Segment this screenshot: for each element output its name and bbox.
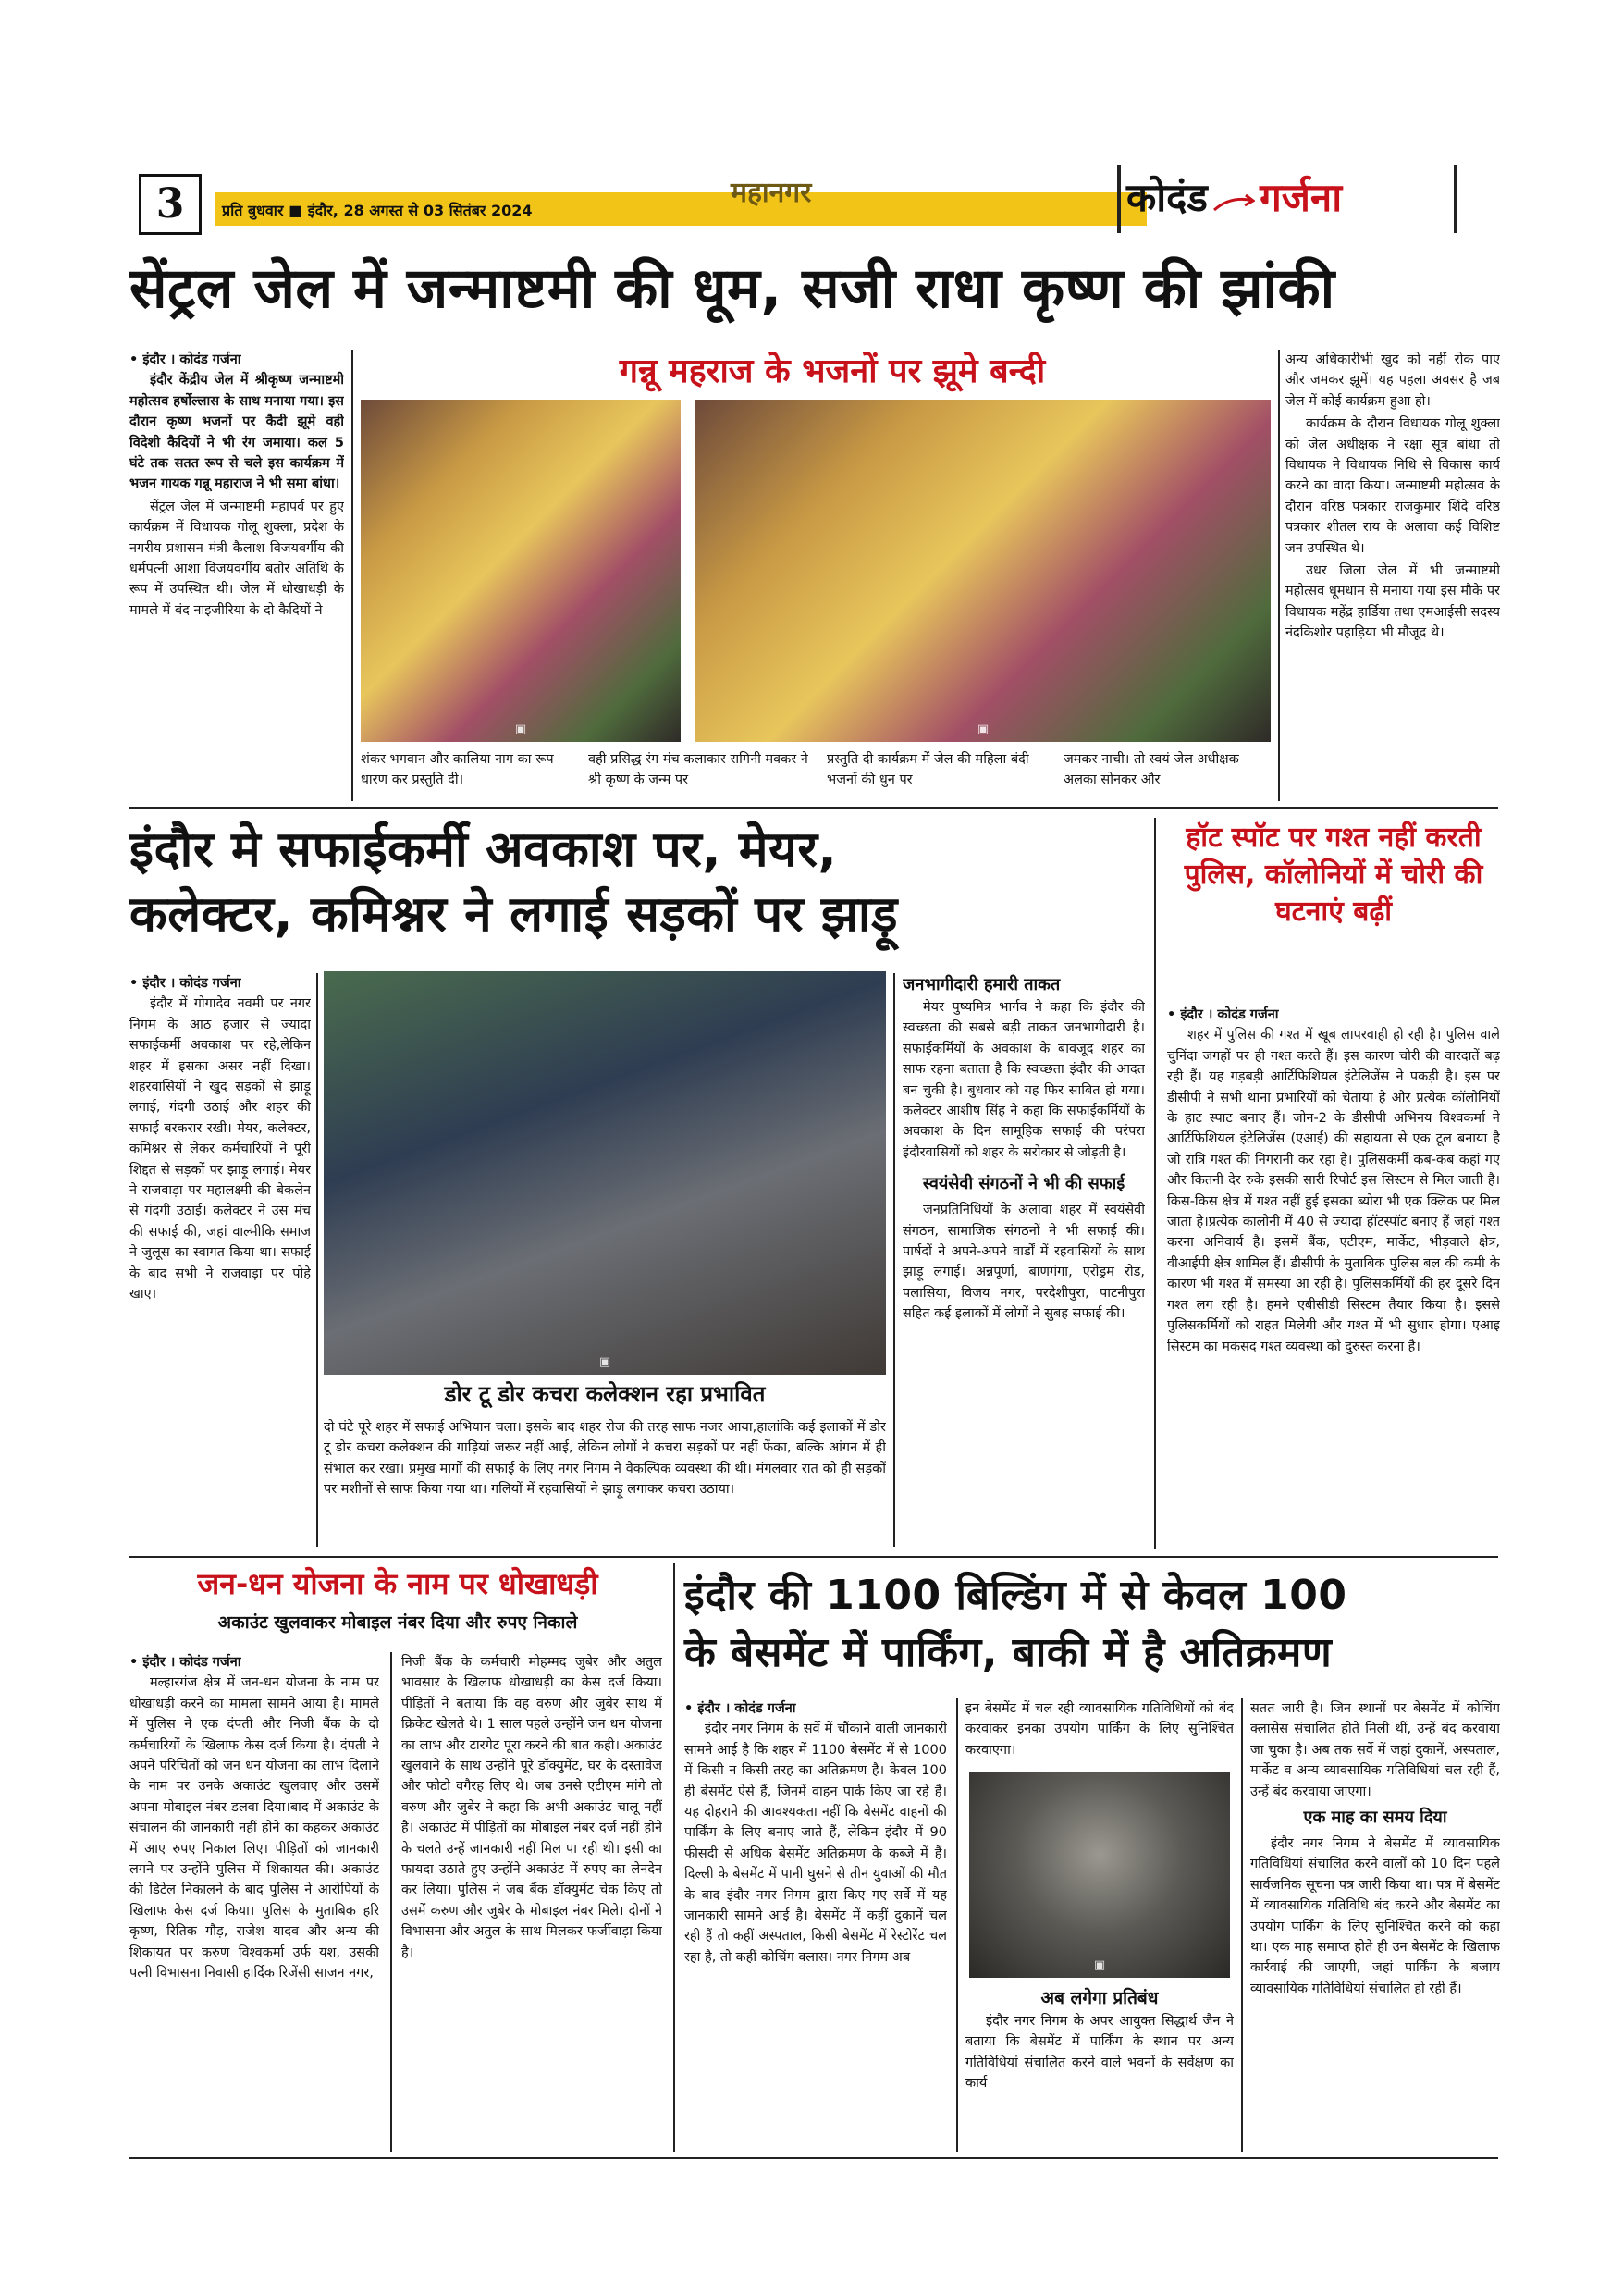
- story1-strip1: शंकर भगवान और कालिया नाग का रूप धारण कर प्रस्तुति दी।: [361, 752, 554, 788]
- dateline: प्रति बुधवार ■ इंदौर, 28 अगस्त से 03 सितंबर 2024: [222, 202, 533, 219]
- story4-col2: [401, 1652, 662, 2152]
- story3-headline: हॉट स्पॉट पर गश्त नहीं करती पुलिस, कॉलोनियों में चोरी की घटनाएं बढ़ीं: [1184, 821, 1483, 928]
- story5-col2-top: इन बेसमेंट में चल रही व्यावसायिक गतिविधियों को बंद करवाकर इनका उपयोग पार्किंग के लिए सुनिश्चित करवाएगा।: [965, 1701, 1234, 1758]
- story5-photo-caption: अब लगेगा प्रतिबंध: [1040, 1988, 1159, 2008]
- story2-col3-p1: मेयर पुष्यमित्र भार्गव ने कहा कि इंदौर की स्वच्छता की सबसे बड़ी ताकत जनभागीदारी है। सफाईकर्मियों के अवकाश के बावजूद शहर का साफ रहना बताता है कि स्वच्छता इंदौर की आदत बन चुकी है। बुधवार को यह फिर साबित हो गया। कलेक्टर आशीष सिंह ने कहा कि सफाईकर्मियों के अवकाश के दिन सामूहिक सफाई की परंपरा इंदौरवासियों को शहर के सरोकार से जोड़ती है।: [903, 1000, 1145, 1160]
- story1-photo-left: [361, 400, 681, 742]
- brand-divider-left: [1117, 165, 1121, 233]
- page-number: 3: [155, 180, 185, 228]
- page-bottom-rule: [129, 2157, 1498, 2159]
- story3-body: शहर में पुलिस की गश्त में खूब लापरवाही हो रही है। पुलिस वाले चुनिंदा जगहों पर ही गश्त करते हैं। इस कारण चोरी की वारदातें बढ़ रही हैं। यह गड़बड़ी आर्टिफिशियल इंटेलिजेंस ने पकड़ी है। इस पर डीसीपी ने सभी थाना प्रभारियों को चेताया है और प्रत्येक कॉलोनियों के हाट स्पाट बनाए हैं। जोन-2 के डीसीपी अभिनय विश्वकर्मा ने आर्टिफिशियल इंटेलिजेंस (एआई) की सहायता से एक टूल बनाया है जो रात्रि गश्त की निगरानी कर रहा है। पुलिसकर्मी कब-कब कहां गए और कितनी देर रुके इसकी सारी रिपोर्ट इस सिस्टम से मिल जाती है। किस-किस क्षेत्र में गश्त नहीं हुई इसका ब्योरा भी एक क्लिक पर मिल जाता है।प्रत्येक कालोनी में 40 से ज्यादा हॉटस्पॉट बनाए हैं जहां गश्त करना अनिवार्य है। इसमें बैंक, एटीएम, मार्केट, भीड़वाले क्षेत्र, वीआईपी क्षेत्र शामिल हैं। डीसीपी के मुताबिक पुलिस बल की कमी के कारण भी गश्त में समस्या आ रही है। पुलिसकर्मियों की हर दूसरे दिन गश्त लग रही है। हमने एबीसीडी सिस्टम तैयार किया है। इससे पुलिसकर्मियों को राहत मिलेगी और गश्त में भी सुधार होगा। एआइ सिस्टम का मकसद गश्त व्यवस्था को दुरुस्त करना है।: [1167, 1028, 1500, 1354]
- arrow-icon: [1212, 191, 1255, 223]
- story1-photo-right: [695, 400, 1271, 742]
- story5-headline-line2: के बेसमेंट में पार्किंग, बाकी में है अतिक्रमण: [684, 1629, 1333, 1676]
- story5-divider: [956, 1698, 958, 2152]
- photo-placeholder-icon: ▣: [977, 722, 990, 736]
- story2-divider: [893, 973, 895, 1547]
- story5-col2-bottom: [965, 2011, 1234, 2152]
- story3-divider: [1154, 818, 1156, 1549]
- story2-col1-text: इंदौर में गोगादेव नवमी पर नगर निगम के आठ हजार से ज्यादा सफाईकर्मी अवकाश पर रहे,लेकिन शहर में इसका असर नहीं दिखा। शहरवासियों ने खुद सड़कों से झाड़ू लगाई, गंदगी उठाई और शहर की सफाई बरकरार रखी। मेयर, कलेक्टर, कमिश्नर से लेकर कर्मचारियों ने पूरी शिद्दत से सड़कों पर झाड़ू लगाई। मेयर ने राजवाड़ा पर महालक्ष्मी की बेकलेन से गंदगी उठाई। कलेक्टर ने उस मंच की सफाई की, जहां वाल्मीकि समाज ने जुलूस का स्वागत किया था। सफाई के बाद सभी ने राजवाड़ा पर पोहे खाए।: [129, 996, 311, 1302]
- story1-right-p2: कार्यक्रम के दौरान विधायक गोलू शुक्ला को जेल अधीक्षक ने रक्षा सूत्र बांधा तो विधायक ने विधायक निधि से विकास कार्य करने का वादा किया। जन्माष्टमी महोत्सव के दौरान वरिष्ठ पत्रकार राजकुमार शिंदे वरिष्ठ पत्रकार शीतल राय के अलावा कई विशिष्ट जन उपस्थित थे।: [1285, 416, 1500, 556]
- story2-sub2: स्वयंसेवी संगठनों ने भी की सफाई: [922, 1174, 1125, 1194]
- story2-headline-line1: इंदौर मे सफाईकर्मी अवकाश पर, मेयर,: [129, 821, 838, 878]
- story2-byline: • इंदौर । कोदंड गर्जना: [129, 976, 241, 991]
- section-name: महानगर: [731, 177, 812, 209]
- story5-headline: [684, 1567, 1498, 1682]
- story2-col3-p2: जनप्रतिनिधियों के अलावा शहर में स्वयंसेवी संगठन, सामाजिक संगठनों ने भी सफाई की। पार्षदों ने अपने-अपने वार्डों में रहवासियों के साथ झाड़ू लगाई। अन्नपूर्णा, बाणगंगा, एरोड्रम रोड, पलासिया, विजय नगर, परदेशीपुरा, पाटनीपुरा सहित कई इलाकों में लोगों ने सुबह सफाई की।: [903, 1203, 1145, 1322]
- story4-byline: • इंदौर । कोदंड गर्जना: [129, 1655, 241, 1670]
- story5-col3: [1250, 1698, 1500, 2152]
- story-separator: [129, 807, 1498, 809]
- story1-right-p1: अन्य अधिकारीभी खुद को नहीं रोक पाए और जमकर झूमें। यह पहला अवसर है जब जेल में कोई कार्यक्रम हुआ हो।: [1285, 352, 1500, 409]
- story4-headline: जन-धन योजना के नाम पर धोखाधड़ी: [197, 1566, 598, 1601]
- story2-headline: [129, 818, 1165, 947]
- story2-headline-line2: कलेक्टर, कमिश्नर ने लगाई सड़कों पर झाड़ू: [129, 886, 899, 943]
- story2-sub1: जनभागीदारी हमारी ताकत: [903, 975, 1061, 994]
- brand-right: गर्जना: [1260, 175, 1343, 220]
- story1-headline: सेंट्रल जेल में जन्माष्टमी की धूम, सजी राधा कृष्ण की झांकी: [129, 256, 1335, 321]
- story-separator: [129, 1556, 1498, 1558]
- story2-below-photo: दो घंटे पूरे शहर में सफाई अभियान चला। इसके बाद शहर रोज की तरह साफ नजर आया,हालांकि कई इलाकों में डोर टू डोर कचरा कलेक्शन की गाड़ियां जरूर नहीं आई, लेकिन लोगों ने कचरा सड़कों पर नहीं फेंका, बल्कि आंगन में ही संभाल कर रखा। प्रमुख मार्गों की सफाई के लिए नगर निगम ने वैकल्पिक व्यवस्था की थी। मंगलवार रात को ही सड़कों पर मशीनों से साफ किया गया था। गलियों में रहवासियों ने झाड़ू लगाकर कचरा उठाया।: [324, 1420, 886, 1498]
- story5-divider: [1241, 1698, 1243, 2152]
- page-number-box: [139, 174, 202, 235]
- story5-col3-p2: इंदौर नगर निगम ने बेसमेंट में व्यावसायिक गतिविधियां संचालित करने वालों को 10 दिन पहले सार्वजनिक सूचना पत्र जारी किया था। पत्र में बेसमेंट में व्यावसायिक गतिविधि बंद करने और बेसमेंट का उपयोग पार्किंग के लिए सुनिश्चित करने को कहा था। एक माह समाप्त होते ही उन बेसमेंट के खिलाफ कार्रवाई की जाएगी, जहां पार्किंग के बजाय व्यावसायिक गतिविधियां संचालित हो रही हैं।: [1250, 1836, 1500, 1996]
- brand-logo: [1126, 172, 1450, 224]
- story1-strip4: जमकर नाची। तो स्वयं जेल अधीक्षक अलका सोनकर और: [1064, 752, 1239, 788]
- story4-subheadline: अकाउंट खुलवाकर मोबाइल नंबर दिया और रुपए निकाले: [217, 1612, 578, 1633]
- story1-strip2: वही प्रसिद्ध रंग मंच कलाकार रागिनी मक्कर ने श्री कृष्ण के जन्म पर: [588, 752, 808, 788]
- story5-col3-p1: सतत जारी है। जिन स्थानों पर बेसमेंट में कोचिंग क्लासेस संचालित होते मिली थीं, उन्हें बंद करवाया जा चुका है। अब तक सर्वे में जहां दुकानें, अस्पताल, मार्केट व अन्य व्यावसायिक गतिविधियां चल रही हैं, उन्हें बंद करवाया जाएगा।: [1250, 1701, 1500, 1799]
- story5-col1-text: इंदौर नगर निगम के सर्वे में चौंकाने वाली जानकारी सामने आई है कि शहर में 1100 बेसमेंट में से 1000 में किसी न किसी तरह का अतिक्रमण है। केवल 100 ही बेसमेंट ऐसे हैं, जिनमें वाहन पार्क किए जा रहे हैं। यह दोहराने की आवश्यकता नहीं कि बेसमेंट वाहनों की पार्किंग के लिए बनाए जाते हैं, लेकिन इंदौर में 90 फीसदी से अधिक बेसमेंट अतिक्रमण के कब्जे में हैं। दिल्ली के बेसमेंट में पानी घुसने से तीन युवाओं की मौत के बाद इंदौर नगर निगम द्वारा किए गए सर्वे में यह जानकारी सामने आई है। बेसमेंट में कहीं दुकानें चल रही हैं तो कहीं अस्पताल, किसी बेसमेंट में रेस्टोरेंट चल रहा है, तो कहीं कोचिंग क्लास। नगर निगम अब: [684, 1722, 947, 1965]
- story2-col3: [903, 973, 1145, 1550]
- story1-byline: • इंदौर । कोदंड गर्जना: [129, 352, 241, 367]
- story3-col: [1167, 1005, 1500, 1550]
- story4-col2-text: निजी बैंक के कर्मचारी मोहम्मद जुबेर और अतुल भावसार के खिलाफ धोखाधड़ी का केस दर्ज किया। पीड़ितों ने बताया कि वह वरुण और जुबेर साथ में क्रिकेट खेलते थे। 1 साल पहले उन्होंने जन धन योजना का लाभ और टारगेट पूरा करने की बात कही। अकाउंट खुलवाने के साथ उन्होंने पूरे डॉक्युमेंट, घर के दस्तावेज और फोटो वगैरह लिए थे। जब उनसे एटीएम मांगे तो वरुण और जुबेर ने कहा कि अभी अकाउंट चालू नहीं है। अकाउंट में पीड़ितों का मोबाइल नंबर दर्ज नहीं होने के चलते उन्हें जानकारी नहीं मिल पा रही थी। इसी का फायदा उठाते हुए उन्होंने अकाउंट में रुपए का लेनदेन कर लिया। पुलिस ने जब बैंक डॉक्युमेंट चेक किए तो उसमें करुण और जुबेर के मोबाइल नंबर मिले। दोनों ने विभासना और अतुल के साथ मिलकर फर्जीवाड़ा किया है।: [401, 1655, 662, 1960]
- story2-col1: [129, 973, 311, 1550]
- story1-col1: [129, 350, 344, 803]
- story4-col1: [129, 1652, 379, 2152]
- story1-divider: [351, 350, 353, 801]
- story1-strip3: प्रस्तुति दी कार्यक्रम में जेल की महिला बंदी भजनों की धुन पर: [827, 752, 1029, 788]
- story1-lead: इंदौर केंद्रीय जेल में श्रीकृष्ण जन्माष्टमी महोत्सव हर्षोल्लास के साथ मनाया गया। इस दौरान कृष्ण भजनों पर कैदी झूमे वही विदेशी कैदियों ने भी रंग जमाया। कल 5 घंटे तक सतत रूप से चले इस कार्यक्रम में भजन गायक गन्नू महाराज ने भी समा बांधा।: [129, 373, 344, 492]
- photo-placeholder-icon: ▣: [1093, 1958, 1106, 1972]
- story1-divider: [1278, 350, 1280, 801]
- story4-col1-text: मल्हारगंज क्षेत्र में जन-धन योजना के नाम पर धोखाधड़ी करने का मामला सामने आया है। मामले में पुलिस ने एक दंपती और निजी बैंक के दो कर्मचारियों के खिलाफ केस दर्ज किया है। दंपती ने अपने परिचितों को जन धन योजना का लाभ दिलाने के नाम पर उनके अकाउंट खुलवाए और उसमें अपना मोबाइल नंबर डलवा दिया।बाद में अकाउंट के संचालन की जानकारी नहीं होने का कहकर अकाउंट में आए रुपए निकाल लिए। पीड़ितों को जानकारी लगने पर उन्होंने पुलिस में शिकायत की। अकाउंट की डिटेल निकालने के बाद पुलिस ने आरोपियों के खिलाफ केस दर्ज किया। पुलिस के मुताबिक हरि कृष्ण, रितिक गौड़, राजेश यादव और अन्य की शिकायत पर करुण विश्वकर्मा उर्फ यश, उसकी पत्नी विभासना निवासी हार्दिक रिजेंसी साजन नगर,: [129, 1675, 379, 1981]
- brand-divider-right: [1454, 165, 1457, 233]
- story5-byline: • इंदौर । कोदंड गर्जना: [684, 1701, 796, 1716]
- story5-photo: [969, 1772, 1230, 1978]
- story3-byline: • इंदौर । कोदंड गर्जना: [1167, 1007, 1279, 1022]
- story2-photo-caption: डोर टू डोर कचरा कलेक्शन रहा प्रभावित: [444, 1381, 766, 1407]
- story5-divider: [673, 1563, 675, 2152]
- photo-placeholder-icon: ▣: [514, 722, 527, 736]
- story5-col1: [684, 1698, 947, 2152]
- photo-placeholder-icon: ▣: [598, 1355, 611, 1369]
- story2-divider: [316, 973, 318, 1547]
- story1-col1-text: सेंट्रल जेल में जन्माष्टमी महापर्व पर हुए कार्यक्रम में विधायक गोलू शुक्ला, प्रदेश के नगरीय प्रशासन मंत्री कैलाश विजयवर्गीय की धर्मपत्नी आशा विजयवर्गीय बतोर अतिथि के रूप में उपस्थित थी। जेल में धोखाधड़ी के मामले में बंद नाइजीरिया के दो कैदियों ने: [129, 499, 344, 618]
- story5-headline-line1: इंदौर की 1100 बिल्डिंग में से केवल 100: [684, 1572, 1347, 1619]
- story1-subheadline: गन्नू महराज के भजनों पर झूमे बन्दी: [619, 352, 1046, 390]
- story5-sub: एक माह का समय दिया: [1303, 1808, 1447, 1828]
- story2-photo: [324, 971, 886, 1375]
- story5-col2-bottom-text: इंदौर नगर निगम के अपर आयुक्त सिद्धार्थ जैन ने बताया कि बेसमेंट में पार्किंग के स्थान पर अन्य गतिविधियां संचालित करने वाले भवनों के सर्वेक्षण का कार्य: [965, 2014, 1234, 2092]
- story4-divider: [390, 1652, 392, 2152]
- brand-left: कोदंड: [1126, 175, 1208, 220]
- story1-right-col: [1285, 350, 1500, 803]
- story1-right-p3: उधर जिला जेल में भी जन्माष्टमी महोत्सव धूमधाम से मनाया गया इस मौके पर विधायक महेंद्र हार्डिया तथा एमआईसी सदस्य नंदकिशोर पहाड़िया भी मौजूद थे।: [1285, 563, 1500, 641]
